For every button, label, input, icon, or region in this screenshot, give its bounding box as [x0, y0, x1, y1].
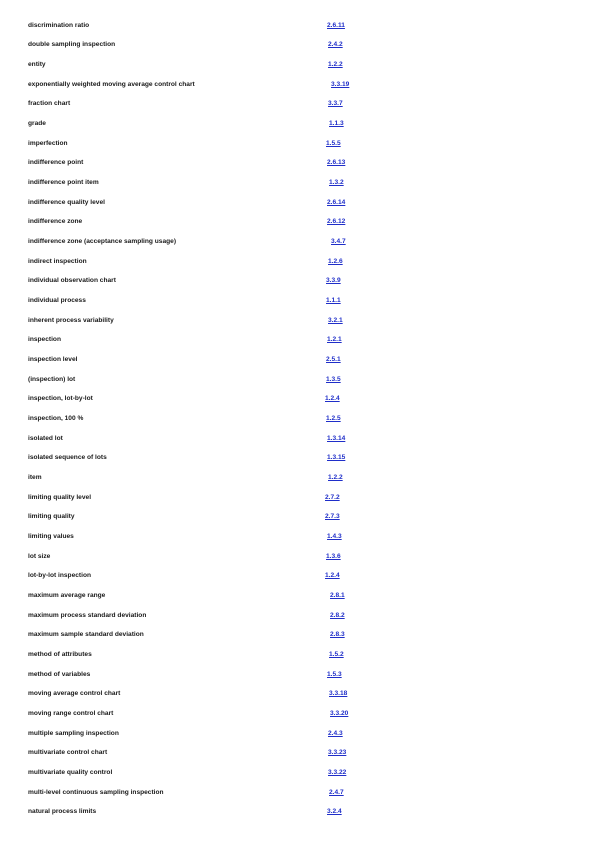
index-entry	[0, 610, 595, 622]
clause-reference-link[interactable]: 2.6.14	[327, 198, 346, 206]
clause-reference-link[interactable]: 2.8.1	[330, 591, 345, 599]
clause-reference-link[interactable]: 1.2.2	[328, 473, 343, 481]
index-term: moving range control chart	[28, 709, 114, 717]
index-entry	[0, 590, 595, 602]
index-term: limiting values	[28, 532, 74, 540]
index-entry	[0, 688, 595, 700]
index-term: exponentially weighted moving average control chart	[28, 80, 195, 88]
clause-reference-link[interactable]: 3.3.19	[331, 80, 350, 88]
clause-reference-link[interactable]: 3.3.7	[328, 100, 343, 108]
clause-reference-link[interactable]: 3.3.20	[330, 709, 349, 717]
clause-reference-link[interactable]: 1.2.4	[325, 572, 340, 580]
index-term: maximum average range	[28, 591, 106, 599]
clause-reference-link[interactable]: 1.2.5	[326, 414, 341, 422]
clause-reference-link[interactable]: 1.4.3	[327, 532, 342, 540]
index-term: inspection, lot-by-lot	[28, 395, 93, 403]
clause-reference-link[interactable]: 2.7.2	[325, 493, 340, 501]
index-term: grade	[28, 119, 46, 127]
index-entry	[0, 374, 595, 386]
index-term: individual process	[28, 296, 86, 304]
clause-reference-link[interactable]: 1.1.1	[326, 296, 341, 304]
index-entry	[0, 275, 595, 287]
clause-reference-link[interactable]: 2.4.2	[328, 41, 343, 49]
clause-reference-link[interactable]: 2.4.3	[328, 729, 343, 737]
index-entry	[0, 806, 595, 818]
index-term: indifference zone	[28, 218, 83, 226]
index-term: maximum sample standard deviation	[28, 631, 144, 639]
index-entry	[0, 118, 595, 130]
index-term: isolated sequence of lots	[28, 454, 107, 462]
index-entry	[0, 511, 595, 523]
clause-reference-link[interactable]: 3.3.18	[329, 690, 348, 698]
index-term: method of attributes	[28, 650, 92, 658]
index-term: item	[28, 473, 42, 481]
index-term: (inspection) lot	[28, 375, 76, 383]
index-entry	[0, 492, 595, 504]
index-entry	[0, 177, 595, 189]
clause-reference-link[interactable]: 3.2.4	[327, 808, 342, 816]
clause-reference-link[interactable]: 1.2.2	[328, 60, 343, 68]
index-term: indifference quality level	[28, 198, 105, 206]
index-entry	[0, 708, 595, 720]
index-entry	[0, 20, 595, 32]
clause-reference-link[interactable]: 2.6.13	[327, 159, 346, 167]
index-term: imperfection	[28, 139, 68, 147]
index-term: indifference zone (acceptance sampling usage)	[28, 237, 177, 245]
index-term: method of variables	[28, 670, 91, 678]
index-entry	[0, 669, 595, 681]
clause-reference-link[interactable]: 2.8.2	[330, 611, 345, 619]
clause-reference-link[interactable]: 1.3.14	[327, 434, 346, 442]
index-term: inspection, 100 %	[28, 414, 84, 422]
index-term: entity	[28, 60, 46, 68]
index-term: inherent process variability	[28, 316, 114, 324]
clause-reference-link[interactable]: 1.3.15	[327, 454, 346, 462]
index-term: multi-level continuous sampling inspection	[28, 788, 164, 796]
clause-reference-link[interactable]: 2.4.7	[329, 788, 344, 796]
clause-reference-link[interactable]: 3.3.9	[326, 277, 341, 285]
index-term: maximum process standard deviation	[28, 611, 147, 619]
clause-reference-link[interactable]: 1.3.2	[329, 178, 344, 186]
index-entry	[0, 747, 595, 759]
index-entry	[0, 413, 595, 425]
index-entry	[0, 59, 595, 71]
index-entry	[0, 236, 595, 248]
clause-reference-link[interactable]: 2.6.12	[327, 218, 346, 226]
clause-reference-link[interactable]: 3.3.22	[328, 768, 347, 776]
clause-reference-link[interactable]: 1.2.6	[328, 257, 343, 265]
clause-reference-link[interactable]: 2.5.1	[326, 355, 341, 363]
index-term: limiting quality	[28, 513, 75, 521]
index-entry	[0, 39, 595, 51]
index-entry	[0, 531, 595, 543]
index-entry	[0, 452, 595, 464]
index-term: limiting quality level	[28, 493, 92, 501]
index-entry	[0, 787, 595, 799]
index-term: fraction chart	[28, 100, 71, 108]
index-term: discrimination ratio	[28, 21, 90, 29]
clause-reference-link[interactable]: 1.5.5	[326, 139, 341, 147]
index-term: natural process limits	[28, 808, 97, 816]
clause-reference-link[interactable]: 1.5.2	[329, 650, 344, 658]
index-term: double sampling inspection	[28, 41, 116, 49]
index-term: individual observation chart	[28, 277, 116, 285]
index-term: inspection level	[28, 355, 78, 363]
index-term: multiple sampling inspection	[28, 729, 119, 737]
index-entry	[0, 472, 595, 484]
clause-reference-link[interactable]: 3.2.1	[328, 316, 343, 324]
clause-reference-link[interactable]: 1.2.4	[325, 395, 340, 403]
index-entry	[0, 570, 595, 582]
index-entry	[0, 98, 595, 110]
index-term: indifference point item	[28, 178, 99, 186]
index-entry	[0, 79, 595, 91]
index-entry	[0, 197, 595, 209]
index-term: inspection	[28, 336, 61, 344]
index-entry	[0, 295, 595, 307]
index-term: lot-by-lot inspection	[28, 572, 92, 580]
clause-reference-link[interactable]: 2.8.3	[330, 631, 345, 639]
index-term: moving average control chart	[28, 690, 121, 698]
index-entry	[0, 157, 595, 169]
index-term: indifference point	[28, 159, 84, 167]
index-entry	[0, 216, 595, 228]
index-entry	[0, 551, 595, 563]
index-entry	[0, 767, 595, 779]
clause-reference-link[interactable]: 1.3.5	[326, 375, 341, 383]
clause-reference-link[interactable]: 1.1.3	[329, 119, 344, 127]
index-entry	[0, 315, 595, 327]
clause-reference-link[interactable]: 2.6.11	[327, 21, 345, 29]
index-entry	[0, 728, 595, 740]
index-term: multivariate control chart	[28, 749, 108, 757]
index-term: lot size	[28, 552, 51, 560]
index-entry	[0, 649, 595, 661]
index-entry	[0, 354, 595, 366]
index-entry	[0, 433, 595, 445]
clause-reference-link[interactable]: 3.3.23	[328, 749, 347, 757]
index-term: isolated lot	[28, 434, 63, 442]
clause-reference-link[interactable]: 2.7.3	[325, 513, 340, 521]
index-term: multivariate quality control	[28, 768, 113, 776]
index-entry	[0, 393, 595, 405]
index-entry	[0, 138, 595, 150]
index-entry	[0, 334, 595, 346]
clause-reference-link[interactable]: 1.3.6	[326, 552, 341, 560]
clause-reference-link[interactable]: 1.2.1	[327, 336, 342, 344]
index-entry	[0, 629, 595, 641]
clause-reference-link[interactable]: 3.4.7	[331, 237, 346, 245]
clause-reference-link[interactable]: 1.5.3	[327, 670, 342, 678]
index-entry	[0, 256, 595, 268]
index-term: indirect inspection	[28, 257, 87, 265]
